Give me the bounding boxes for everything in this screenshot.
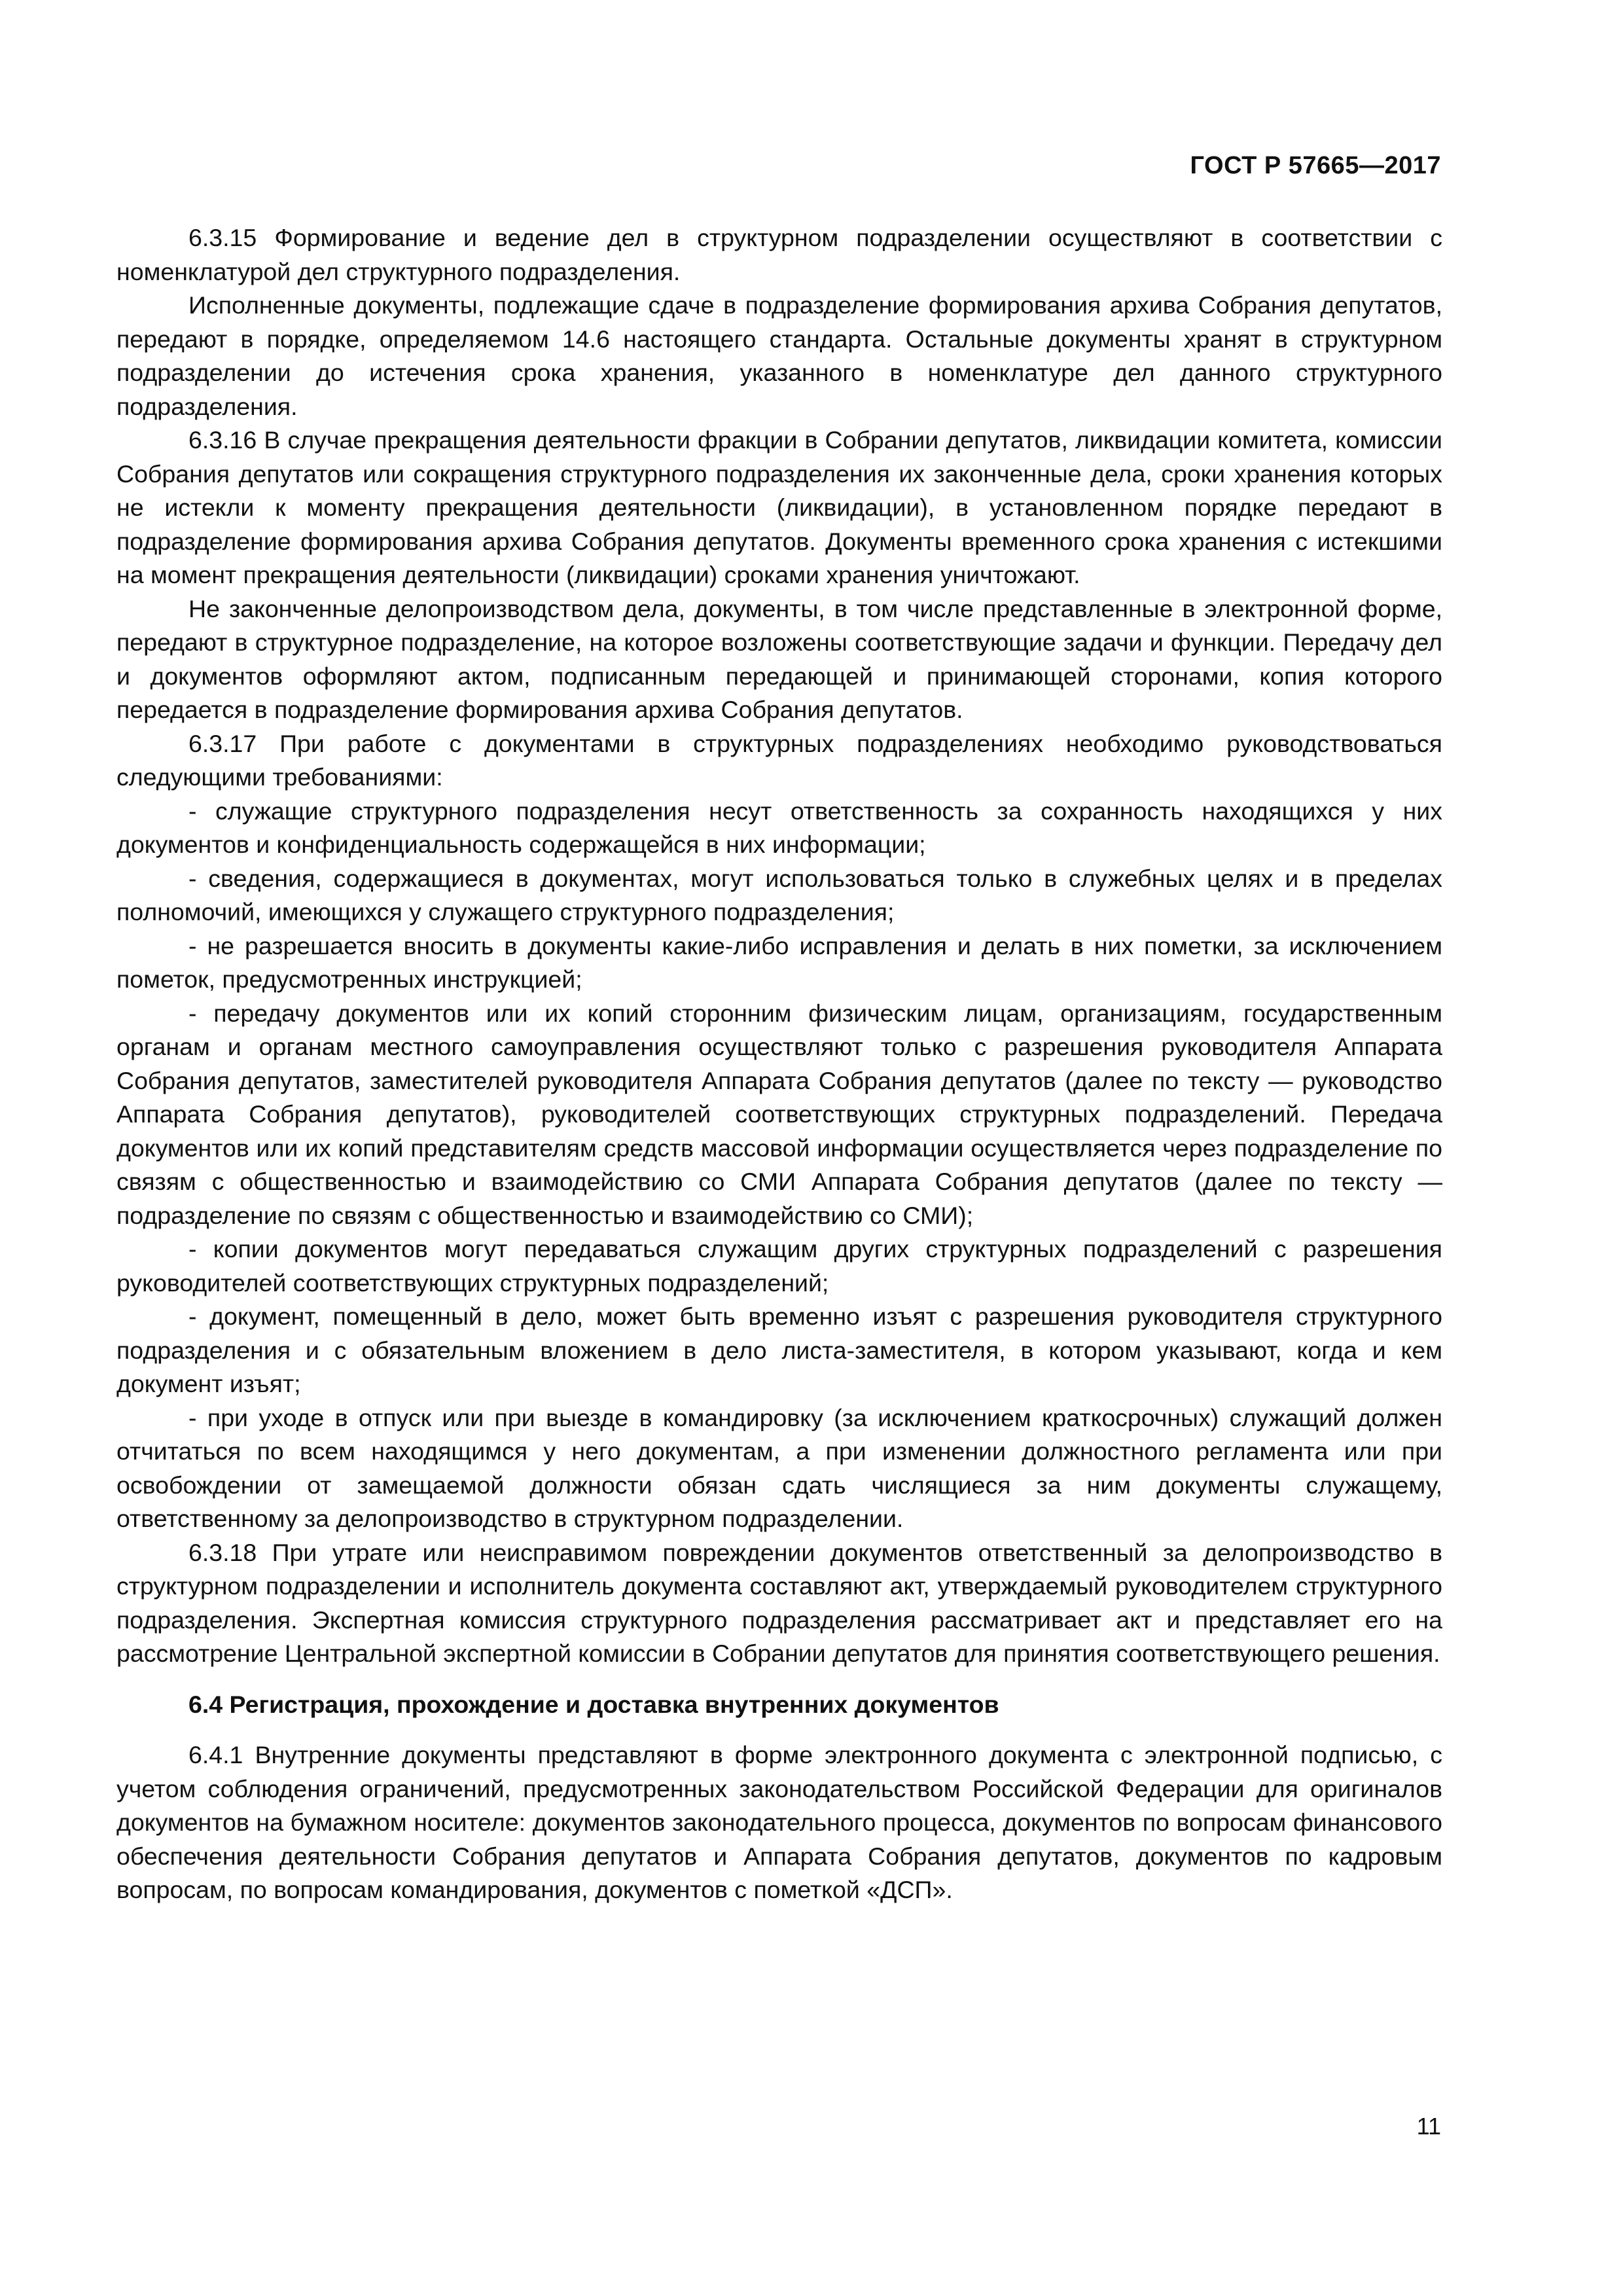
list-item: - служащие структурного подразделения несут ответственность за сохранность находящихся у них документов и конфиденциальность содержащейся в них информации; — [116, 797, 1442, 858]
paragraph: 6.3.18 При утрате или неисправимом повреждении документов ответственный за делопроизводство в структурном подразделении и исполнитель документа составляют акт, утверждаемый руководителем структурного подразделения. Экспертная комиссия структурного подразделения рассматривает акт и представляет его на рассмотрение Центральной экспертной комиссии в Собрании депутатов для принятия соответствующего решения. — [116, 1538, 1442, 1667]
paragraph: Не законченные делопроизводством дела, документы, в том числе представленные в электронной форме, передают в структурное подразделение, на которое возложены соответствующие задачи и функции. Передачу дел и документов оформляют актом, подписанным передающей и принимающей сторонами, копия которого передается в подразделение формирования архива Собрания депутатов. — [116, 594, 1442, 723]
list-item: - копии документов могут передаваться служащим других структурных подразделений с разрешения руководителей соответствующих структурных подразделений; — [116, 1235, 1442, 1297]
list-item: - сведения, содержащиеся в документах, могут использоваться только в служебных целях и в пределах полномочий, имеющихся у служащего структурного подразделения; — [116, 864, 1442, 925]
paragraph: 6.3.15 Формирование и ведение дел в структурном подразделении осуществляют в соответствии с номенклатурой дел структурного подразделения. — [116, 224, 1442, 285]
paragraph: 6.3.17 При работе с документами в структурных подразделениях необходимо руководствоваться следующими требованиями: — [116, 729, 1442, 791]
page-number: 11 — [1416, 2113, 1441, 2140]
list-item: - передачу документов или их копий сторонним физическим лицам, организациям, государственным органам и органам местного самоуправления осуществляют только с разрешения руководителя Аппарата Собрания депутатов, заместителей руководителя Аппарата Собрания депутатов (далее по тексту — руководство Аппарата Собрания депутатов), руководителей соответствующих структурных подразделений. Передача документов или их копий представителям средств массовой информации осуществляется через подразделение по связям с общественностью и взаимодействию со СМИ Аппарата Собрания депутатов (далее по тексту — подразделение по связям с общественностью и взаимодействию со СМИ); — [116, 999, 1442, 1229]
paragraph: 6.4.1 Внутренние документы представляют в форме электронного документа с электронной подписью, с учетом соблюдения ограничений, предусмотренных законодательством Российской Федерации для оригиналов документов на бумажном носителе: документов законодательного процесса, документов по вопросам финансового обеспечения деятельности Собрания депутатов и Аппарата Собрания депутатов, документов по кадровым вопросам, по вопросам командирования, документов с пометкой «ДСП». — [116, 1741, 1442, 1903]
list-item: - документ, помещенный в дело, может быть временно изъят с разрешения руководителя структурного подразделения и с обязательным вложением в дело листа-заместителя, в котором указывают, когда и кем документ изъят; — [116, 1302, 1442, 1397]
list-item: - при уходе в отпуск или при выезде в командировку (за исключением краткосрочных) служащий должен отчитаться по всем находящимся у него документам, а при изменении должностного регламента или при освобождении от замещаемой должности обязан сдать числящиеся за ним документы служащему, ответственному за делопроизводство в структурном подразделении. — [116, 1403, 1442, 1532]
section-heading: 6.4 Регистрация, прохождение и доставка внутренних документов — [188, 1690, 999, 1718]
document-body — [116, 221, 1442, 1907]
standard-code-header: ГОСТ Р 57665—2017 — [1190, 152, 1441, 179]
paragraph: Исполненные документы, подлежащие сдаче в подразделение формирования архива Собрания депутатов, передают в порядке, определяемом 14.6 настоящего стандарта. Остальные документы хранят в структурном подразделении до истечения срока хранения, указанного в номенклатуре дел данного структурного подразделения. — [116, 291, 1442, 420]
paragraph: 6.3.16 В случае прекращения деятельности фракции в Собрании депутатов, ликвидации комитета, комиссии Собрания депутатов или сокращения структурного подразделения их законченные дела, сроки хранения которых не истекли к моменту прекращения деятельности (ликвидации), в установленном порядке передают в подразделение формирования архива Собрания депутатов. Документы временного срока хранения с истекшими на момент прекращения деятельности (ликвидации) сроками хранения уничтожают. — [116, 426, 1442, 588]
list-item: - не разрешается вносить в документы какие-либо исправления и делать в них пометки, за исключением пометок, предусмотренных инструкцией; — [116, 931, 1442, 993]
